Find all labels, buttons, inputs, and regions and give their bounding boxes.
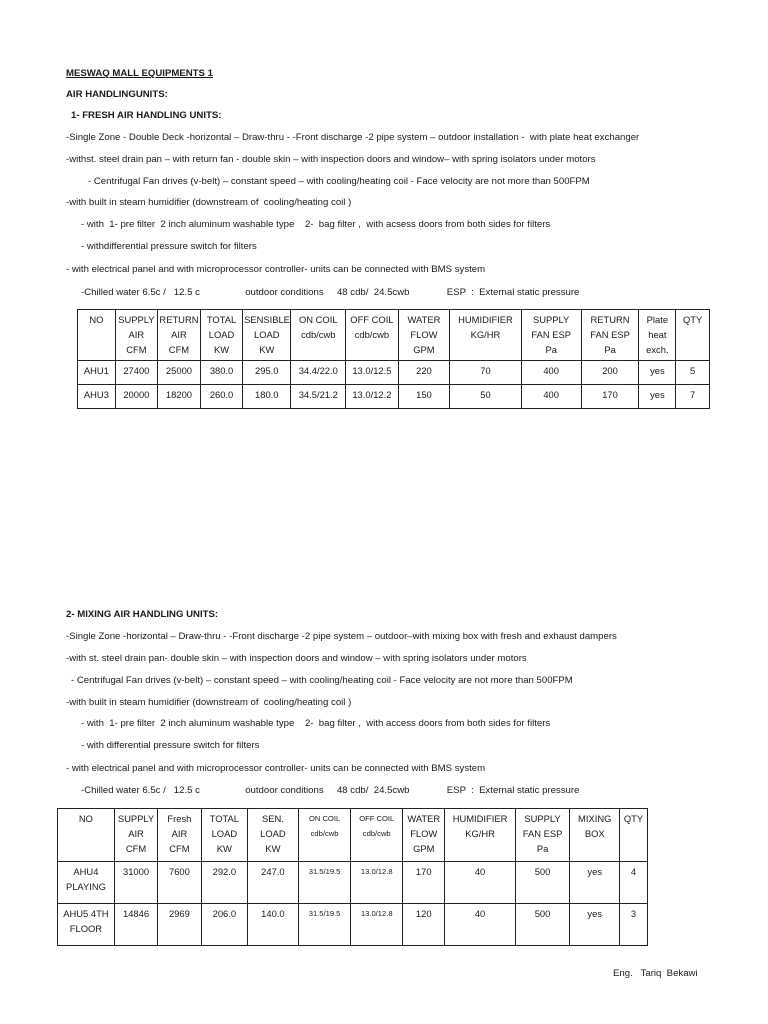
cell: yes — [639, 385, 676, 409]
section1-line: - with 1- pre filter 2 inch aluminum washable type 2- bag filter , with acsess doors from both sides for filters — [81, 219, 551, 230]
header-qty: QTY — [620, 809, 648, 862]
table-row — [78, 361, 710, 385]
cell: 13.0/12.2 — [346, 385, 399, 409]
cell: AHU5 4TH FLOOR — [58, 904, 115, 946]
author-signature: Eng. Tariq Bekawi — [613, 968, 698, 979]
cell: 3 — [620, 904, 648, 946]
cell: 5 — [676, 361, 710, 385]
cell: 40 — [445, 904, 515, 946]
cell: 34.5/21.2 — [291, 385, 346, 409]
header-mixing-box: MIXING BOX — [570, 809, 620, 862]
cell: 31.5/19.5 — [298, 862, 351, 904]
cell: 2969 — [158, 904, 201, 946]
table-row — [58, 862, 648, 904]
cell: 13.0/12.5 — [346, 361, 399, 385]
cell: 4 — [620, 862, 648, 904]
cell: yes — [639, 361, 676, 385]
table-row — [58, 904, 648, 946]
header-off-coil: OFF COIL cdb/cwb — [351, 809, 403, 862]
cell: 500 — [515, 862, 570, 904]
header-on-coil: ON COIL cdb/cwb — [291, 310, 346, 361]
cell: 7 — [676, 385, 710, 409]
cell: 150 — [398, 385, 450, 409]
header-supply-air: SUPPLY AIR CFM — [114, 809, 157, 862]
cell: 200 — [581, 361, 639, 385]
cell: 292.0 — [201, 862, 247, 904]
table-header-row — [78, 310, 710, 361]
section2-line: - with electrical panel and with microprocessor controller- units can be connected with BMS system — [66, 763, 486, 774]
header-return-fan-esp: RETURN FAN ESP Pa — [581, 310, 639, 361]
header-on-coil: ON COIL cdb/cwb — [298, 809, 351, 862]
section1-line: -Chilled water 6.5c / 12.5 c outdoor conditions 48 cdb/ 24.5cwb ESP : External static pressure — [81, 287, 580, 298]
section2-line: -Chilled water 6.5c / 12.5 c outdoor conditions 48 cdb/ 24.5cwb ESP : External static pressure — [81, 785, 580, 796]
section1-line: -withst. steel drain pan – with return fan - double skin – with inspection doors and window– with spring isolators under motors — [66, 154, 596, 165]
cell: 180.0 — [243, 385, 291, 409]
cell: 18200 — [157, 385, 200, 409]
section1-line: - with electrical panel and with microprocessor controller- units can be connected with BMS system — [66, 264, 486, 275]
cell: 34.4/22.0 — [291, 361, 346, 385]
header-qty: QTY — [676, 310, 710, 361]
cell: 25000 — [157, 361, 200, 385]
cell: 170 — [403, 862, 445, 904]
header-humidifier: HUMIDIFIER KG/HR — [450, 310, 522, 361]
cell: yes — [570, 862, 620, 904]
cell: 170 — [581, 385, 639, 409]
cell: 7600 — [158, 862, 201, 904]
mixing-ahu-table — [57, 808, 648, 946]
header-total-load: TOTAL LOAD KW — [201, 310, 243, 361]
cell: yes — [570, 904, 620, 946]
cell: 31000 — [114, 862, 157, 904]
section2-line: - with differential pressure switch for filters — [81, 740, 260, 751]
cell: 31.5/19.5 — [298, 904, 351, 946]
cell: 380.0 — [201, 361, 243, 385]
header-supply-air: SUPPLY AIR CFM — [115, 310, 157, 361]
section1-line: - Centrifugal Fan drives (v-belt) – constant speed – with cooling/heating coil - Face velocity are not more than 500FPM — [88, 176, 590, 187]
section1-line: - withdifferential pressure switch for filters — [81, 241, 257, 252]
header-off-coil: OFF COIL cdb/cwb — [346, 310, 399, 361]
cell: 295.0 — [243, 361, 291, 385]
section2-line: -Single Zone -horizontal – Draw-thru - -Front discharge -2 pipe system – outdoor–with mixing box with fresh and exhaust dampers — [66, 631, 617, 642]
header-fresh-air: Fresh AIR CFM — [158, 809, 201, 862]
cell: 247.0 — [248, 862, 299, 904]
cell: 20000 — [115, 385, 157, 409]
header-total-load: TOTAL LOAD KW — [201, 809, 247, 862]
header-sensible-load: SENSIBLE LOAD KW — [243, 310, 291, 361]
cell: AHU3 — [78, 385, 116, 409]
cell: 260.0 — [201, 385, 243, 409]
cell: 206.0 — [201, 904, 247, 946]
cell: AHU1 — [78, 361, 116, 385]
cell: 140.0 — [248, 904, 299, 946]
cell: 13.0/12.8 — [351, 862, 403, 904]
header-plate-heat-exch: Plate heat exch. — [639, 310, 676, 361]
section2-line: - Centrifugal Fan drives (v-belt) – constant speed – with cooling/heating coil - Face velocity are not more than 500FPM — [71, 675, 573, 686]
cell: 220 — [398, 361, 450, 385]
header-sensible-load: SEN. LOAD KW — [248, 809, 299, 862]
header-humidifier: HUMIDIFIER KG/HR — [445, 809, 515, 862]
cell: 500 — [515, 904, 570, 946]
header-return-air: RETURN AIR CFM — [157, 310, 200, 361]
section2-line: - with 1- pre filter 2 inch aluminum washable type 2- bag filter , with access doors from both sides for filters — [81, 718, 551, 729]
cell: 400 — [521, 385, 581, 409]
section2-heading: 2- MIXING AIR HANDLING UNITS: — [66, 609, 219, 620]
section1-line: -Single Zone - Double Deck -horizontal – Draw-thru - -Front discharge -2 pipe system – outdoor installation - with plate heat exchanger — [66, 132, 640, 143]
table-row — [78, 385, 710, 409]
cell: 40 — [445, 862, 515, 904]
header-no: NO — [78, 310, 116, 361]
cell: 70 — [450, 361, 522, 385]
header-water-flow: WATER FLOW GPM — [403, 809, 445, 862]
document-title: MESWAQ MALL EQUIPMENTS 1 — [66, 68, 213, 79]
section2-line: -with built in steam humidifier (downstream of cooling/heating coil ) — [66, 697, 352, 708]
cell: 27400 — [115, 361, 157, 385]
cell: 400 — [521, 361, 581, 385]
section1-heading: 1- FRESH AIR HANDLING UNITS: — [71, 110, 222, 121]
section1-line: -with built in steam humidifier (downstream of cooling/heating coil ) — [66, 197, 352, 208]
section2-line: -with st. steel drain pan- double skin – with inspection doors and window – with spring isolators under motors — [66, 653, 527, 664]
document-heading: AIR HANDLINGUNITS: — [66, 89, 168, 100]
header-supply-fan-esp: SUPPLY FAN ESP Pa — [515, 809, 570, 862]
fresh-ahu-table — [77, 309, 710, 409]
cell: 13.0/12.8 — [351, 904, 403, 946]
cell: 14846 — [114, 904, 157, 946]
header-no: NO — [58, 809, 115, 862]
header-supply-fan-esp: SUPPLY FAN ESP Pa — [521, 310, 581, 361]
header-water-flow: WATER FLOW GPM — [398, 310, 450, 361]
cell: 50 — [450, 385, 522, 409]
cell: AHU4 PLAYING — [58, 862, 115, 904]
cell: 120 — [403, 904, 445, 946]
table-header-row — [58, 809, 648, 862]
